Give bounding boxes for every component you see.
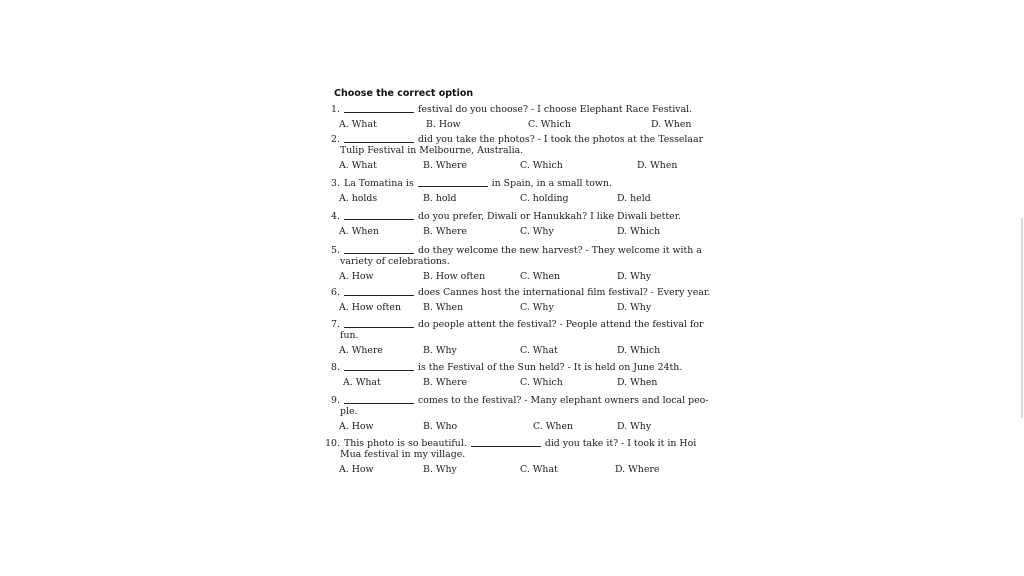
option-d: D. Which [617,226,661,237]
question-number: 2. [331,134,340,145]
question-4 [323,211,723,237]
option-a: A. How [339,421,374,432]
option-c: C. holding [520,193,569,204]
question-3 [323,178,723,204]
answer-blank [344,395,414,404]
answer-blank [418,178,488,187]
question-number: 1. [331,104,340,115]
option-b: B. hold [423,193,457,204]
option-d: D. Why [617,271,652,282]
answer-blank [344,104,414,113]
option-b: B. Why [423,464,457,475]
question-9 [323,395,723,432]
question-text: does Cannes host the international film festival? - Every year. [418,287,711,298]
option-a: A. How [339,464,374,475]
option-c: C. What [520,464,558,475]
option-b: B. How [426,119,461,130]
question-text: did you take the photos? - I took the photos at the Tesselaar [418,134,704,145]
option-d: D. held [617,193,651,204]
question-text-continued: ple. [340,406,358,417]
answer-blank [344,211,414,220]
option-c: C. Why [520,226,554,237]
option-c: C. When [533,421,574,432]
option-b: B. Why [423,345,457,356]
answer-blank [471,438,541,447]
question-number: 8. [331,362,340,373]
question-text-continued: Mua festival in my village. [340,449,466,460]
question-text-before: This photo is so beautiful. [344,438,467,449]
answer-blank [344,287,414,296]
question-text-continued: Tulip Festival in Melbourne, Australia. [340,145,524,156]
page-edge-divider [1021,218,1023,418]
question-number: 5. [331,245,340,256]
option-b: B. Where [423,226,468,237]
question-text-continued: fun. [340,330,359,341]
option-a: A. holds [339,193,378,204]
question-2 [323,134,723,171]
worksheet-heading: Choose the correct option [334,88,474,99]
question-text-before: La Tomatina is [344,178,414,189]
question-number: 9. [331,395,340,406]
option-c: C. When [520,271,561,282]
option-b: B. When [423,302,464,313]
option-a: A. What [339,160,377,171]
option-b: B. How often [423,271,486,282]
option-c: C. Why [520,302,554,313]
option-a: A. What [339,119,377,130]
question-8 [323,362,723,388]
answer-blank [344,245,414,254]
question-number: 4. [331,211,340,222]
option-a: A. How [339,271,374,282]
option-a: A. How often [339,302,402,313]
option-c: C. Which [528,119,571,130]
question-number: 3. [331,178,340,189]
question-text: do people attent the festival? - People attend the festival for [418,319,704,330]
option-d: D. Why [617,302,652,313]
question-number: 6. [331,287,340,298]
question-7 [323,319,723,356]
question-text: did you take it? - I took it in Hoi [544,438,697,449]
option-b: B. Where [423,160,468,171]
option-b: B. Where [423,377,468,388]
option-d: D. Which [617,345,661,356]
question-text: comes to the festival? - Many elephant owners and local peo- [418,395,709,406]
question-1 [323,104,723,130]
option-a: A. What [343,377,381,388]
question-10 [323,438,723,475]
question-5 [323,245,723,282]
option-d: D. When [651,119,692,130]
option-a: A. Where [339,345,383,356]
question-text: do you prefer, Diwali or Hanukkah? I like Diwali better. [418,211,682,222]
option-d: D. When [617,377,658,388]
question-text: in Spain, in a small town. [491,178,612,189]
option-d: D. Why [617,421,652,432]
answer-blank [344,319,414,328]
question-number: 10. [325,438,340,449]
question-number: 7. [331,319,340,330]
option-a: A. When [339,226,379,237]
question-6 [323,287,723,313]
option-d: D. Where [615,464,660,475]
question-text-continued: variety of celebrations. [340,256,450,267]
option-d: D. When [637,160,678,171]
answer-blank [344,362,414,371]
option-c: C. Which [520,160,563,171]
option-c: C. What [520,345,558,356]
answer-blank [344,134,414,143]
question-text: do they welcome the new harvest? - They welcome it with a [418,245,702,256]
question-text: is the Festival of the Sun held? - It is held on June 24th. [418,362,683,373]
option-c: C. Which [520,377,563,388]
option-b: B. Who [423,421,458,432]
question-text: festival do you choose? - I choose Elephant Race Festival. [418,104,693,115]
